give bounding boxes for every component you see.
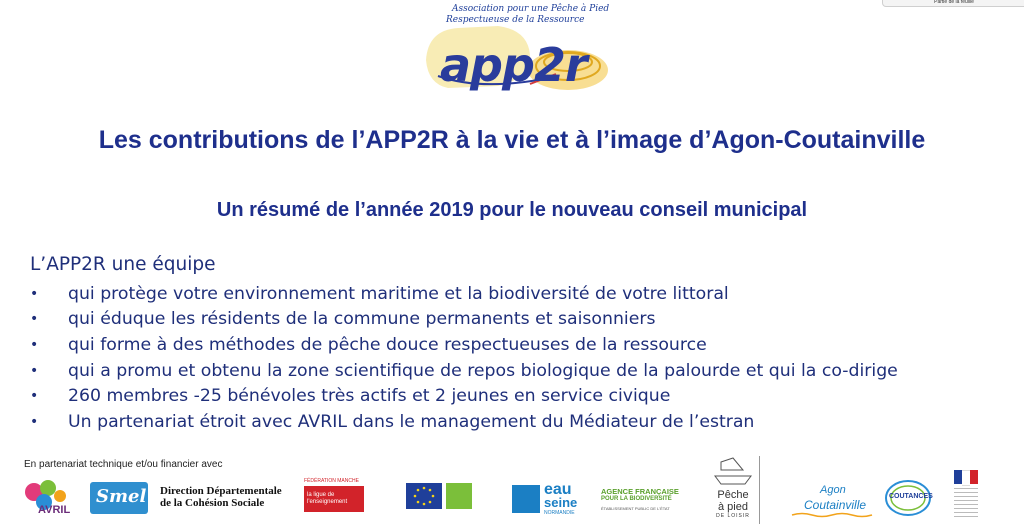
list-item-text: qui forme à des méthodes de pêche douce respectueuses de la ressource [68, 334, 707, 355]
afb-logo [601, 487, 679, 511]
flag-red [970, 470, 978, 484]
coutances-logo [884, 478, 932, 518]
bullet-icon: • [30, 388, 39, 405]
afb-line-2: POUR LA BIODIVERSITÉ [601, 496, 672, 502]
list-item-text: Un partenariat étroit avec AVRIL dans le management du Médiateur de l’estran [68, 411, 755, 432]
eu-stars-icon [406, 483, 442, 509]
boat-icon [707, 456, 759, 486]
avril-logo [20, 476, 80, 522]
bullet-icon: • [30, 362, 39, 379]
coutances-label: COUTANCES [889, 493, 933, 500]
list-item [30, 409, 898, 435]
eau-seine-logo [512, 483, 584, 517]
agon-coutainville-logo [790, 484, 880, 518]
peche-line-2: à pied [718, 501, 748, 513]
app2r-logo [418, 0, 614, 100]
smel-logo [90, 482, 148, 514]
ddcs-line-2: de la Cohésion Sociale [160, 497, 265, 509]
bullet-icon: • [30, 413, 39, 430]
leader-logo [446, 483, 472, 509]
republique-francaise-logo [950, 468, 984, 522]
smel-label: Smel [96, 486, 147, 507]
list-item [30, 383, 898, 409]
afb-line-3: ÉTABLISSEMENT PUBLIC DE L'ÉTAT [601, 506, 670, 511]
eau-line-3: NORMANDIE [544, 510, 575, 516]
eau-line-2: seine [544, 495, 578, 510]
agon-line-1: Agon [820, 484, 846, 496]
list-item-text: qui éduque les résidents de la commune permanents et saisonniers [68, 309, 656, 330]
ligue-logo [304, 478, 370, 516]
partners-label: En partenariat technique et/ou financier avec [24, 459, 223, 470]
page-title: Les contributions de l’APP2R à la vie et à l’image d’Agon-Coutainville [98, 126, 926, 154]
list-item [30, 332, 898, 358]
intro-text: L’APP2R une équipe [30, 254, 216, 275]
ligue-badge [304, 486, 364, 512]
logo-tagline-2: Respectueuse de la Ressource [446, 15, 585, 25]
bullet-icon: • [30, 285, 39, 302]
avril-label: AVRIL [38, 504, 71, 516]
page-subtitle: Un résumé de l’année 2019 pour le nouveau conseil municipal [216, 199, 808, 221]
prefecture-text-block [954, 488, 978, 518]
eu-flag [406, 483, 442, 509]
federation-label: FÉDÉRATION MANCHE [304, 478, 359, 484]
bullet-icon: • [30, 311, 39, 328]
ddcs-line-1: Direction Départementale [160, 485, 282, 497]
peche-line-1: Pêche [717, 489, 749, 501]
list-item [30, 307, 898, 333]
list-item-text: qui protège votre environnement maritime et la biodiversité de votre littoral [68, 283, 729, 304]
logo-tagline-1: Association pour une Pêche à Pied [452, 4, 610, 14]
flag-blue [954, 470, 962, 484]
agon-line-2: Coutainville [804, 498, 867, 512]
bullet-icon: • [30, 336, 39, 353]
ligue-label: la ligue de l'enseignement [307, 492, 348, 505]
list-item-text: qui a promu et obtenu la zone scientifique de repos biologique de la palourde et qui la co-dirige [68, 360, 898, 381]
wave-icon [790, 512, 880, 518]
eau-icon [512, 485, 540, 513]
afb-line-1: AGENCE FRANÇAISE [601, 487, 679, 496]
bullet-list [30, 281, 898, 435]
ddcs-logo [160, 485, 282, 509]
peche-line-3: DE LOISIR [716, 513, 750, 519]
peche-a-pied-logo [707, 456, 760, 524]
flag-white [962, 470, 970, 486]
list-item-text: 260 membres -25 bénévoles très actifs et 2 jeunes en service civique [68, 386, 671, 407]
logo-wordmark: app2r [440, 38, 587, 92]
eau-line-1: eau [544, 481, 572, 498]
list-item [30, 281, 898, 307]
list-item [30, 358, 898, 384]
tooltip: Partie de la feuille [882, 0, 1024, 7]
